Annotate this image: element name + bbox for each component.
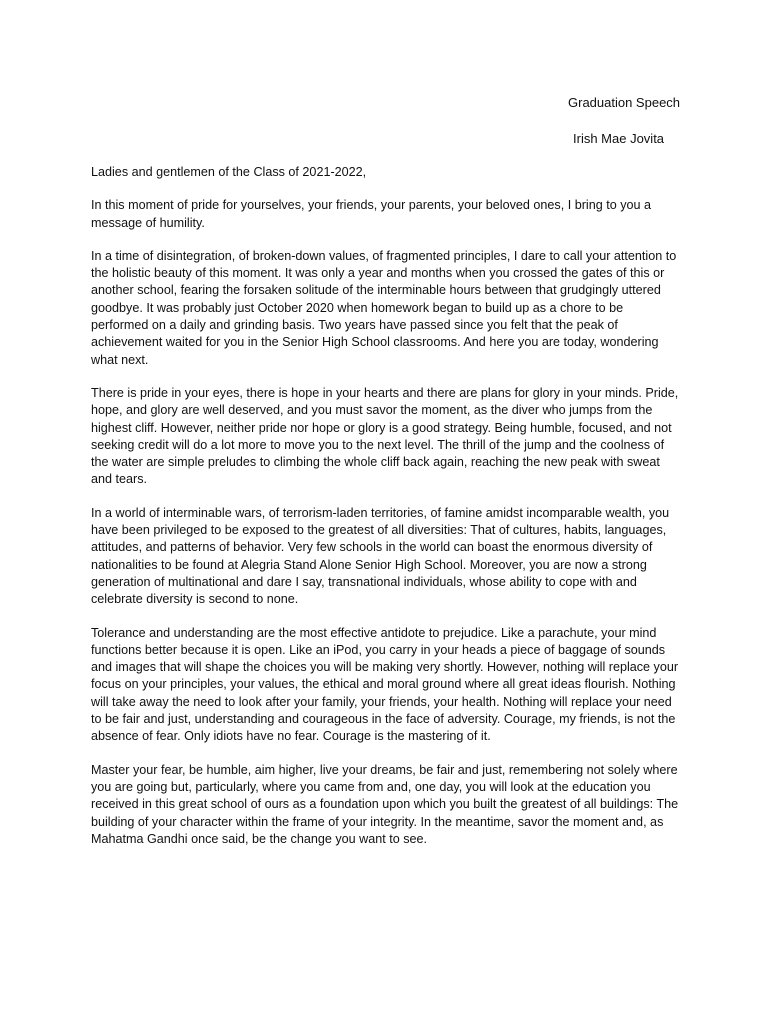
speech-paragraph: Tolerance and understanding are the most effective antidote to prejudice. Like a parachute, your mind functions better because it is open. Like an iPod, you carry in your heads a piece of baggage of sounds and images that will shape the choices you will be making very shortly. However, nothing will replace your focus on your principles, your values, the ethical and moral ground where all great ideas flourish. Nothing will take away the need to look after your family, your friends, your health. Nothing will replace your need to be fair and just, understanding and courageous in the face of adversity. Courage, my friends, is not the absence of fear. Only idiots have no fear. Courage is the mastering of it. xyxy=(91,625,679,744)
document-author: Irish Mae Jovita xyxy=(573,131,665,146)
speech-paragraph: There is pride in your eyes, there is hope in your hearts and there are plans for glory in your minds. Pride, hope, and glory are well deserved, and you must savor the moment, as the diver who jumps from the highest cliff. However, neither pride nor hope or glory is a good strategy. Being humble, focused, and not seeking credit will do a lot more to move you to the next level. The thrill of the jump and the coolness of the water are simple preludes to climbing the whole cliff back again, reaching the new peak with sweat and tears. xyxy=(91,385,679,487)
document-title: Graduation Speech xyxy=(568,95,681,110)
speech-paragraph: In a time of disintegration, of broken-down values, of fragmented principles, I dare to call your attention to the holistic beauty of this moment. It was only a year and months when you crossed the gates of this or another school, fearing the forsaken solitude of the interminable hours between that grudgingly uttered goodbye. It was probably just October 2020 when homework began to build up as a chore to be performed on a daily and grinding basis. Two years have passed since you felt that the peak of achievement waited for you in the Senior High School classrooms. And here you are today, wondering what next. xyxy=(91,248,677,367)
speech-paragraph: In a world of interminable wars, of terrorism-laden territories, of famine amidst incomparable wealth, you have been privileged to be exposed to the greatest of all diversities: That of cultures, habits, languages, attitudes, and patterns of behavior. Very few schools in the world can boast the enormous diversity of nationalities to be found at Alegria Stand Alone Senior High School. Moreover, you are now a strong generation of multinational and dare I say, transnational individuals, whose ability to cope with and celebrate diversity is second to none. xyxy=(91,505,670,607)
speech-paragraph: Master your fear, be humble, aim higher, live your dreams, be fair and just, remembering not solely where you are going but, particularly, where you came from and, one day, you will look at the education you received in this great school of ours as a foundation upon which you built the greatest of all buildings: The building of your character within the frame of your integrity. In the meantime, savor the moment and, as Mahatma Gandhi once said, be the change you want to see. xyxy=(91,762,679,846)
speech-paragraph: In this moment of pride for yourselves, your friends, your parents, your beloved ones, I bring to you a message of humility. xyxy=(91,198,652,230)
salutation-paragraph: Ladies and gentlemen of the Class of 2021-2022, xyxy=(91,165,367,179)
speech-body xyxy=(91,164,681,864)
